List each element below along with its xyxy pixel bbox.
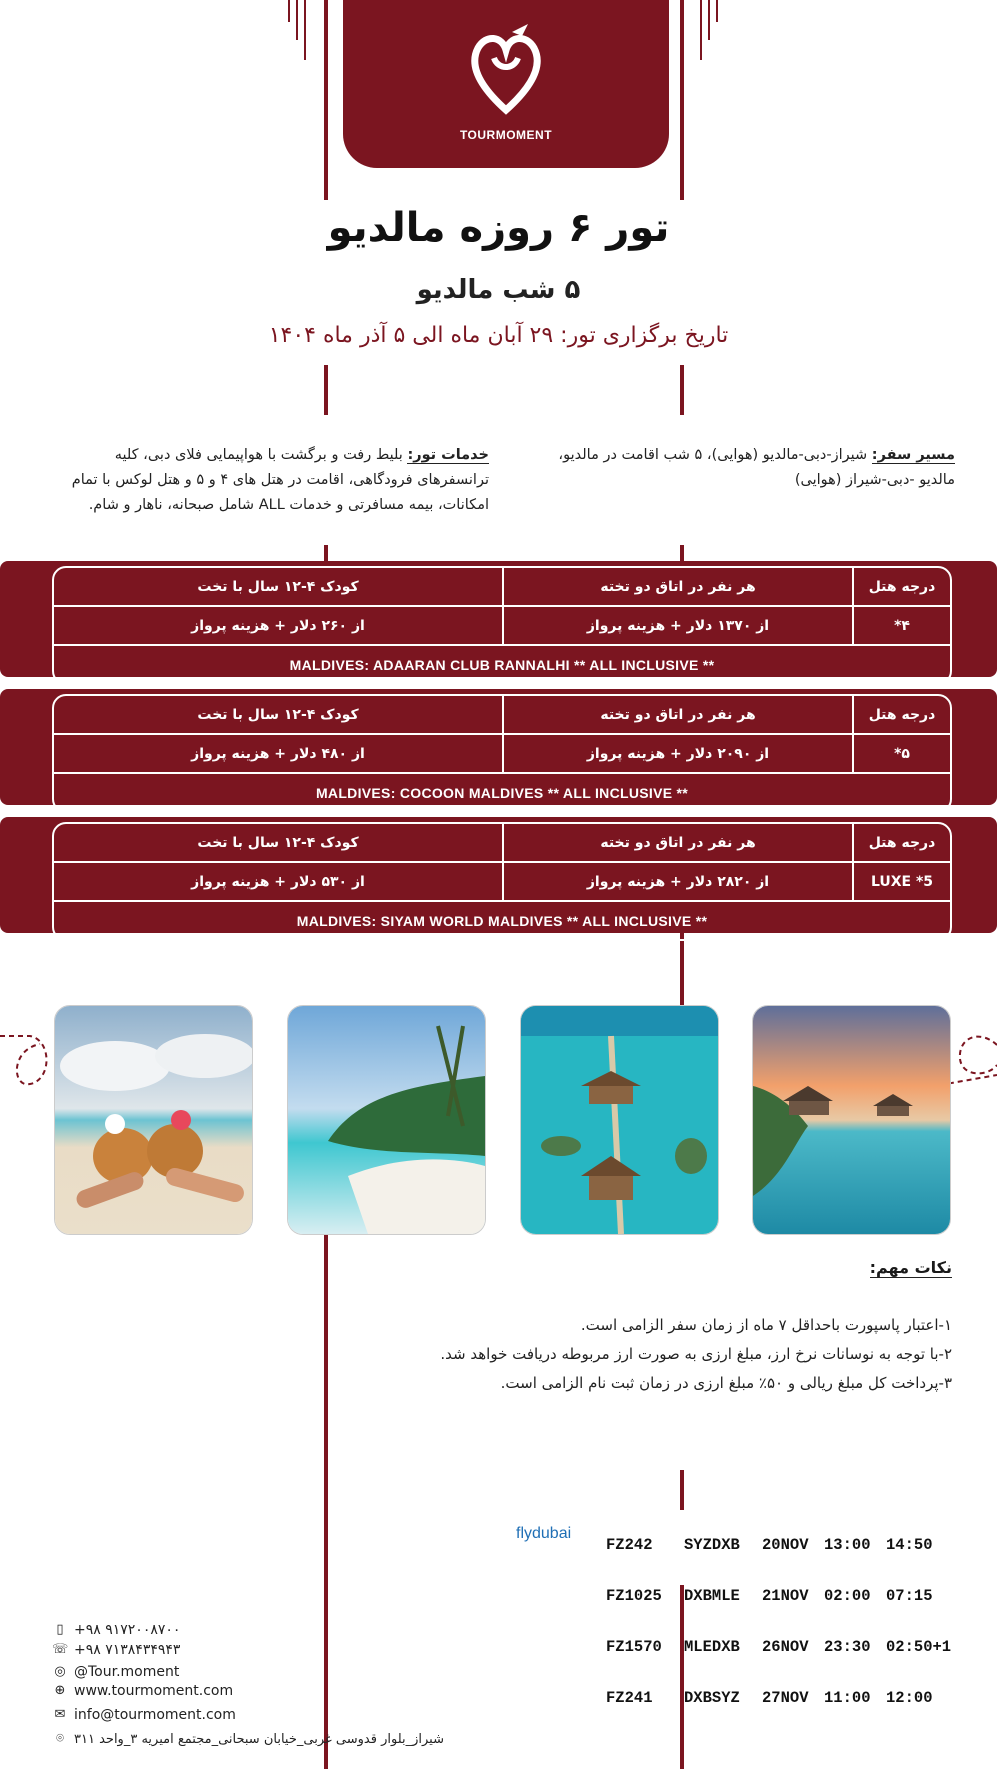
page-title: تور ۶ روزه مالدیو xyxy=(327,205,670,251)
route-label: مسیر سفر: xyxy=(871,447,955,463)
logo-header xyxy=(343,0,669,168)
grade-header: درجه هتل xyxy=(853,568,950,606)
route-text: شیراز-دبی-مالدیو (هوایی)، ۵ شب اقامت در مالدیو، مالدیو -دبی-شیراز (هوایی) xyxy=(558,447,955,488)
hotel-grade: ۴* xyxy=(853,606,950,645)
price-table xyxy=(52,694,952,813)
flight-row: FZ1025 DXBMLE 21NOV 02:00 07:15 xyxy=(606,1587,933,1605)
services-label: خدمات تور: xyxy=(407,447,489,463)
deco-line xyxy=(680,545,684,561)
hotel-grade: ۵* xyxy=(853,734,950,773)
sunset-resort-photo xyxy=(752,1005,951,1235)
price-table xyxy=(52,566,952,685)
overwater-villas-photo xyxy=(520,1005,719,1235)
hotel-name: MALDIVES: SIYAM WORLD MALDIVES ** ALL INCLUSIVE ** xyxy=(296,912,708,929)
location-pin-icon: ⌾ xyxy=(56,1731,64,1746)
coconut-drinks-photo xyxy=(54,1005,253,1235)
double-price: از ۲۸۲۰ دلار + هزینه پرواز xyxy=(503,862,853,901)
page-subtitle: ۵ شب مالدیو xyxy=(416,275,581,305)
tour-dates: تاریخ برگزاری تور: ۲۹ آبان ماه الی ۵ آذر ماه ۱۴۰۴ xyxy=(268,323,729,348)
phone-icon: ☏ xyxy=(52,1642,69,1657)
route-info xyxy=(520,443,955,493)
dashed-swirl-left xyxy=(0,1020,60,1100)
child-header: کودک ۴-۱۲ سال با تخت xyxy=(54,568,503,606)
flight-schedule xyxy=(606,1503,951,1724)
deco-line xyxy=(324,1233,328,1769)
instagram-icon: ◎ xyxy=(54,1664,66,1679)
hotel-name: MALDIVES: COCOON MALDIVES ** ALL INCLUSIVE ** xyxy=(315,784,689,801)
contact-email[interactable]: ✉ info@tourmoment.com xyxy=(52,1707,236,1723)
contact-phone[interactable]: ☏ +۹۸ ۷۱۳۸۴۳۴۹۴۳ xyxy=(52,1642,181,1658)
deco-line xyxy=(324,0,328,200)
double-header: هر نفر در اتاق دو تخته xyxy=(503,696,853,734)
price-band xyxy=(0,689,997,805)
child-header: کودک ۴-۱۲ سال با تخت xyxy=(54,824,503,862)
flight-row: FZ241 DXBSYZ 27NOV 11:00 12:00 xyxy=(606,1689,933,1707)
double-price: از ۱۳۷۰ دلار + هزینه پرواز xyxy=(503,606,853,645)
hotel-name: MALDIVES: ADAARAN CLUB RANNALHI ** ALL INCLUSIVE ** xyxy=(289,656,715,673)
deco-line xyxy=(288,0,290,22)
hotel-grade: 5* LUXE xyxy=(853,862,950,901)
flight-row: FZ1570 MLEDXB 26NOV 23:30 02:50+1 xyxy=(606,1638,952,1656)
price-table xyxy=(52,822,952,941)
deco-line xyxy=(304,0,306,60)
heart-plane-icon xyxy=(466,18,546,118)
price-band xyxy=(0,817,997,933)
deco-line xyxy=(700,0,702,60)
note-item: ۳-پرداخت کل مبلغ ریالی و ۵۰٪ مبلغ ارزی در زمان ثبت نام الزامی است. xyxy=(500,1374,952,1392)
deco-line xyxy=(680,0,684,200)
flight-row: FZ242 SYZDXB 20NOV 13:00 14:50 xyxy=(606,1536,933,1554)
double-header: هر نفر در اتاق دو تخته xyxy=(503,568,853,606)
deco-line xyxy=(324,365,328,415)
contact-website[interactable]: ⊕ www.tourmoment.com xyxy=(52,1683,233,1699)
note-item: ۲-با توجه به نوسانات نرخ ارز، مبلغ ارزی به صورت ارز مربوطه دریافت خواهد شد. xyxy=(440,1345,952,1363)
email-icon: ✉ xyxy=(54,1707,66,1722)
grade-header: درجه هتل xyxy=(853,696,950,734)
services-text: بلیط رفت و برگشت با هواپیمایی فلای دبی، کلیه ترانسفرهای فرودگاهی، اقامت در هتل های ۴ و ۵ و هتل لوکس با تمام امکانات، بیمه مسافرتی و خدمات ALL شامل صبحانه، ناهار و شام. xyxy=(71,447,489,513)
double-price: از ۲۰۹۰ دلار + هزینه پرواز xyxy=(503,734,853,773)
child-price: از ۲۶۰ دلار + هزینه پرواز xyxy=(54,606,503,645)
grade-header: درجه هتل xyxy=(853,824,950,862)
palm-beach-photo xyxy=(287,1005,486,1235)
child-price: از ۴۸۰ دلار + هزینه پرواز xyxy=(54,734,503,773)
child-price: از ۵۳۰ دلار + هزینه پرواز xyxy=(54,862,503,901)
child-header: کودک ۴-۱۲ سال با تخت xyxy=(54,696,503,734)
deco-line xyxy=(296,0,298,40)
contact-mobile[interactable]: ▯ +۹۸ ۹۱۷۲۰۰۸۷۰۰ xyxy=(52,1622,180,1638)
services-info xyxy=(49,443,489,518)
logo-text: TOURMOMENT xyxy=(459,128,553,142)
contact-instagram[interactable]: ◎ @Tour.moment xyxy=(52,1664,179,1680)
note-item: ۱-اعتبار پاسپورت باحداقل ۷ ماه از زمان سفر الزامی است. xyxy=(580,1316,952,1334)
airline-logo: flydubai xyxy=(516,1525,572,1542)
contact-address: ⌾ شیراز_بلوار قدوسی غربی_خیابان سبحانی_مجتمع امیریه ۳_واحد ۳۱۱ xyxy=(52,1731,444,1747)
deco-line xyxy=(708,0,710,40)
deco-line xyxy=(680,932,684,1005)
price-band xyxy=(0,561,997,677)
notes-heading: نکات مهم: xyxy=(869,1258,952,1277)
deco-line xyxy=(716,0,718,22)
deco-line xyxy=(680,365,684,415)
deco-line xyxy=(324,545,328,561)
mobile-icon: ▯ xyxy=(56,1622,64,1637)
double-header: هر نفر در اتاق دو تخته xyxy=(503,824,853,862)
globe-icon: ⊕ xyxy=(54,1683,66,1698)
